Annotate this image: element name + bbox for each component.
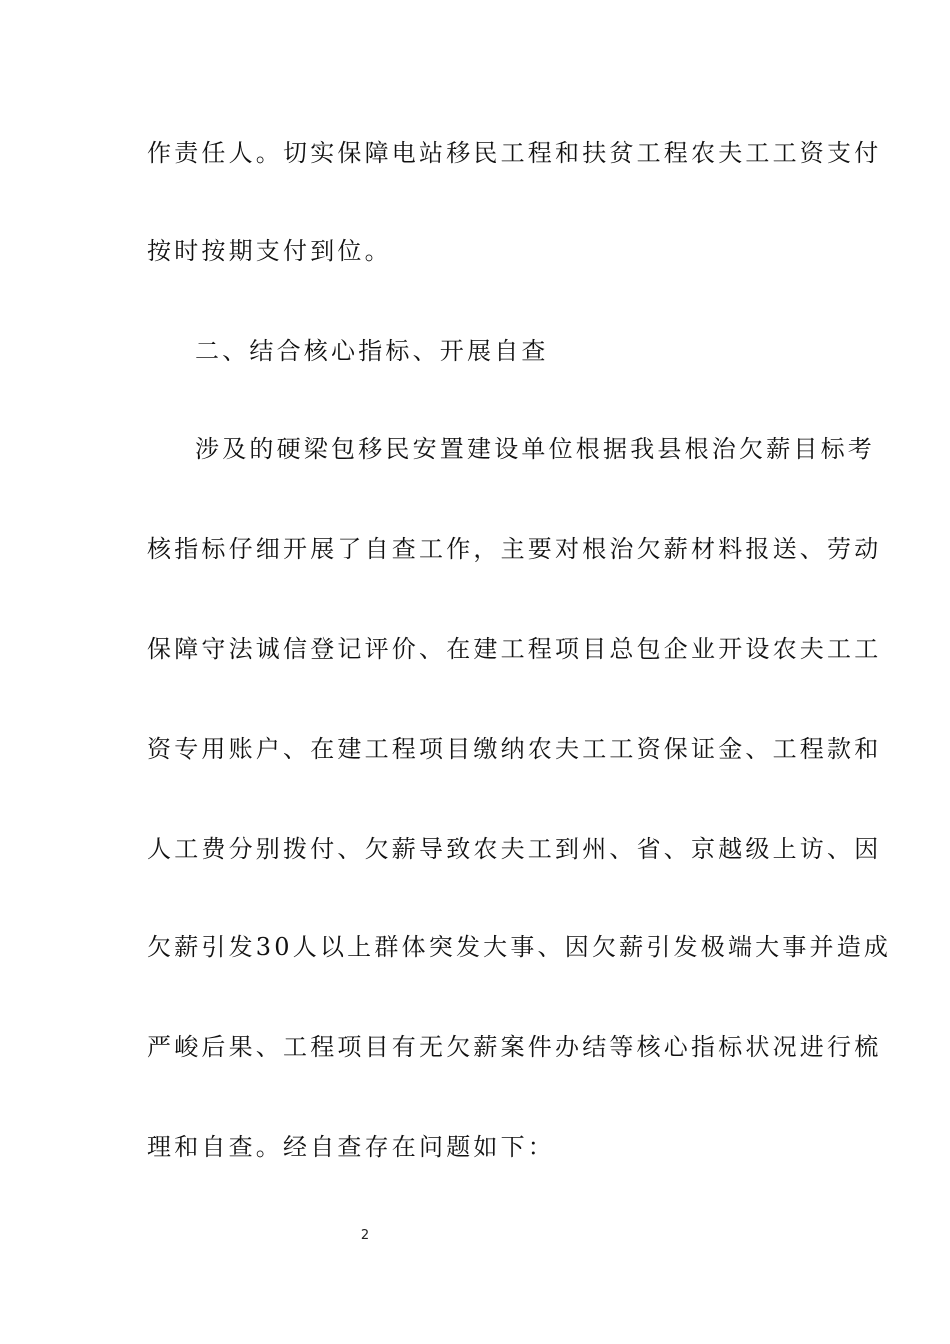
body-text-line: 严峻后果、工程项目有无欠薪案件办结等核心指标状况进行梳 — [147, 1033, 882, 1061]
body-text-line: 资专用账户、在建工程项目缴纳农夫工工资保证金、工程款和 — [147, 735, 882, 763]
page-number: 2 — [360, 1228, 370, 1243]
body-text-line: 欠薪引发30人以上群体突发大事、因欠薪引发极端大事并造成 — [147, 933, 892, 961]
body-text-line: 核指标仔细开展了自查工作，主要对根治欠薪材料报送、劳动 — [147, 535, 882, 563]
section-heading: 二、结合核心指标、开展自查 — [195, 337, 549, 365]
body-text-line: 保障守法诚信登记评价、在建工程项目总包企业开设农夫工工 — [147, 635, 882, 663]
body-text-line: 涉及的硬梁包移民安置建设单位根据我县根治欠薪目标考 — [195, 435, 875, 463]
body-text-line: 按时按期支付到位。 — [147, 237, 392, 265]
body-text-line: 理和自查。经自查存在问题如下： — [147, 1133, 555, 1161]
body-text-line: 作责任人。切实保障电站移民工程和扶贫工程农夫工工资支付 — [147, 139, 882, 167]
body-text-line: 人工费分别拨付、欠薪导致农夫工到州、省、京越级上访、因 — [147, 835, 882, 863]
